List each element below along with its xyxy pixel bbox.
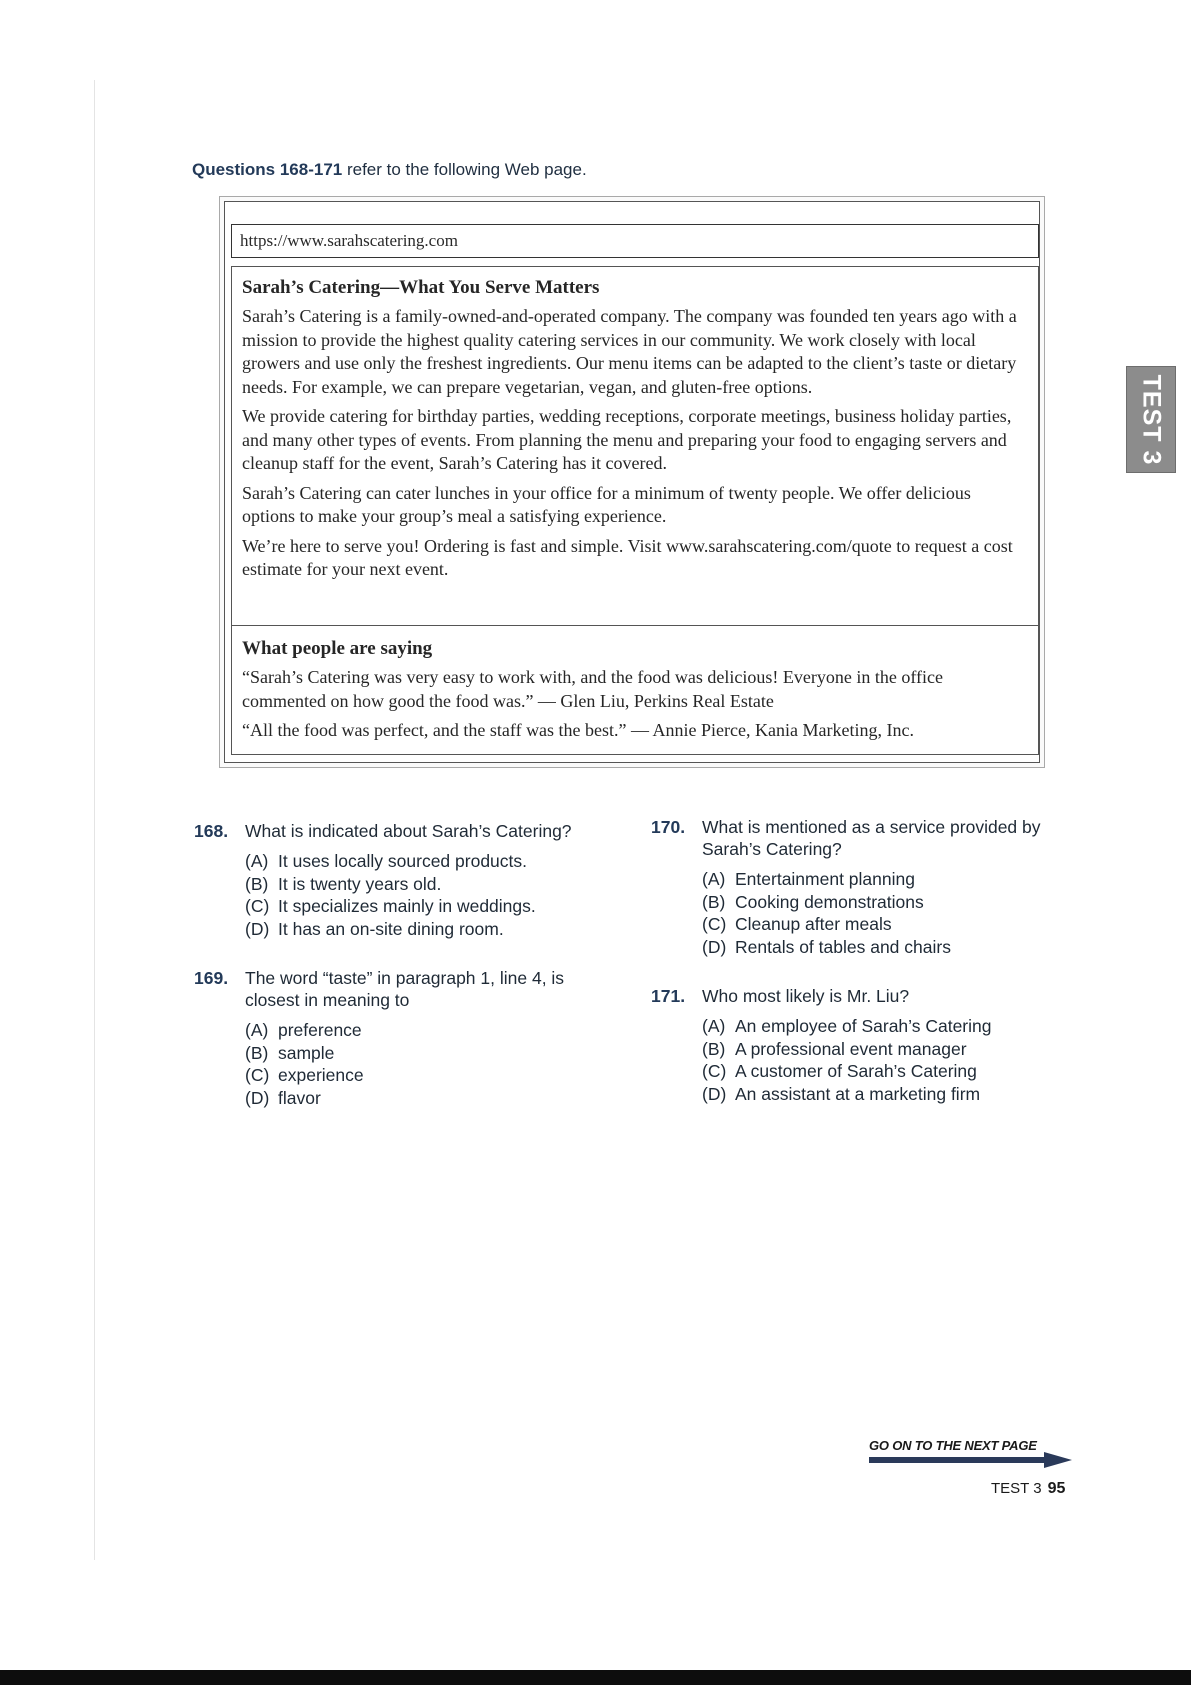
option-label: (C) — [702, 914, 727, 934]
option-label: (A) — [702, 869, 726, 889]
option-text: A customer of Sarah’s Catering — [735, 1061, 977, 1081]
web-reviews-section — [231, 625, 1039, 755]
review-2: “All the food was perfect, and the staff was the best.” — Annie Pierce, Kania Marketing, Inc. — [242, 720, 914, 740]
option-b[interactable] — [245, 1042, 614, 1065]
question-169 — [194, 967, 614, 1109]
option-c[interactable] — [702, 1060, 1081, 1083]
intro-text: refer to the following Web page. — [342, 160, 587, 179]
option-label: (A) — [702, 1016, 726, 1036]
next-page-label: GO ON TO THE NEXT PAGE — [869, 1438, 1037, 1453]
page-number: 95 — [1047, 1480, 1066, 1497]
options-list — [194, 1019, 614, 1109]
option-text: Cleanup after meals — [735, 914, 892, 934]
options-list — [194, 850, 614, 940]
intro-line — [192, 160, 587, 180]
question-168 — [194, 820, 614, 940]
option-label: (B) — [245, 1042, 269, 1063]
option-label: (C) — [702, 1061, 727, 1081]
side-tab-label: TEST 3 — [1137, 374, 1166, 465]
page-edge-line — [94, 80, 95, 1560]
web-paragraph-4: We’re here to serve you! Ordering is fast and simple. Visit www.sarahscatering.com/quote to request a cost estimate for your next event. — [242, 535, 1013, 579]
question-171 — [651, 985, 1081, 1105]
question-number: 169. — [194, 968, 229, 988]
question-text: The word “taste” in paragraph 1, line 4, is closest in meaning to — [245, 968, 565, 1010]
options-list — [651, 868, 1081, 958]
option-label: (D) — [245, 918, 270, 939]
web-page-frame — [219, 196, 1045, 768]
option-a[interactable] — [245, 1019, 614, 1042]
option-label: (D) — [245, 1087, 270, 1108]
option-label: (A) — [245, 1020, 269, 1040]
option-text: Entertainment planning — [735, 869, 915, 889]
option-a[interactable] — [702, 868, 1081, 891]
option-label: (D) — [702, 936, 727, 957]
web-main-section — [231, 266, 1039, 626]
option-label: (B) — [702, 1038, 726, 1059]
option-c[interactable] — [702, 913, 1081, 936]
question-text: What is indicated about Sarah’s Catering? — [245, 821, 572, 841]
option-label: (B) — [702, 891, 726, 912]
option-b[interactable] — [702, 1038, 1081, 1061]
option-label: (B) — [245, 873, 269, 894]
option-label: (A) — [245, 851, 269, 871]
web-heading: Sarah’s Catering—What You Serve Matters — [242, 277, 600, 298]
option-a[interactable] — [245, 850, 614, 873]
option-a[interactable] — [702, 1015, 1081, 1038]
question-text: What is mentioned as a service provided by Sarah’s Catering? — [702, 817, 1041, 859]
option-d[interactable] — [245, 1087, 614, 1110]
option-text: It has an on-site dining room. — [278, 918, 504, 939]
question-text: Who most likely is Mr. Liu? — [702, 986, 910, 1006]
option-label: (D) — [702, 1083, 727, 1104]
option-text: experience — [278, 1065, 364, 1085]
url-bar: https://www.sarahscatering.com — [231, 224, 1039, 258]
option-c[interactable] — [245, 1064, 614, 1087]
option-text: A professional event manager — [735, 1038, 967, 1059]
question-170 — [651, 816, 1081, 958]
intro-question-range: Questions 168-171 — [192, 160, 343, 179]
web-paragraph-2: We provide catering for birthday parties, wedding receptions, corporate meetings, business holiday parties, and many other types of events. From planning the menu and preparing your food to engaging servers and cleanup staff for the event, Sarah’s Catering has it covered. — [242, 406, 1012, 473]
question-number: 170. — [651, 817, 686, 837]
option-text: It uses locally sourced products. — [278, 851, 528, 871]
option-text: preference — [278, 1020, 362, 1040]
option-label: (C) — [245, 1065, 270, 1085]
web-page-inner — [224, 201, 1040, 763]
option-text: An employee of Sarah’s Catering — [735, 1016, 992, 1036]
option-d[interactable] — [245, 918, 614, 941]
option-c[interactable] — [245, 895, 614, 918]
page-footer — [991, 1480, 1065, 1498]
arrow-right-icon — [869, 1457, 1047, 1463]
question-number: 171. — [651, 986, 686, 1006]
test-side-tab — [1126, 366, 1176, 473]
option-text: An assistant at a marketing firm — [735, 1083, 981, 1104]
option-text: Rentals of tables and chairs — [735, 936, 951, 957]
options-list — [651, 1015, 1081, 1105]
web-paragraph-1: Sarah’s Catering is a family-owned-and-operated company. The company was founded ten years ago with a mission to provide the highest quality catering services in our community. We work closely with local growers and use only the freshest ingredients. Our menu items can be adapted to the client’s taste or dietary needs. For example, we can prepare vegetarian, vegan, and gluten-free options. — [242, 306, 1017, 397]
footer-test-label: TEST 3 — [991, 1480, 1042, 1497]
option-text: flavor — [278, 1087, 321, 1108]
option-label: (C) — [245, 896, 270, 916]
option-d[interactable] — [702, 936, 1081, 959]
reviews-heading: What people are saying — [242, 638, 433, 659]
web-paragraph-3: Sarah’s Catering can cater lunches in your office for a minimum of twenty people. We offer delicious options to make your group’s meal a satisfying experience. — [242, 482, 971, 526]
question-number: 168. — [194, 821, 229, 841]
option-text: It specializes mainly in weddings. — [278, 896, 536, 916]
bottom-scan-edge — [0, 1670, 1191, 1685]
option-text: Cooking demonstrations — [735, 891, 924, 912]
option-text: sample — [278, 1042, 335, 1063]
option-text: It is twenty years old. — [278, 873, 442, 894]
arrow-head-icon — [1044, 1452, 1072, 1468]
option-b[interactable] — [702, 891, 1081, 914]
option-b[interactable] — [245, 873, 614, 896]
option-d[interactable] — [702, 1083, 1081, 1106]
review-1: “Sarah’s Catering was very easy to work with, and the food was delicious! Everyone in the office commented on how good the food was.” — Glen Liu, Perkins Real Estate — [242, 667, 943, 711]
